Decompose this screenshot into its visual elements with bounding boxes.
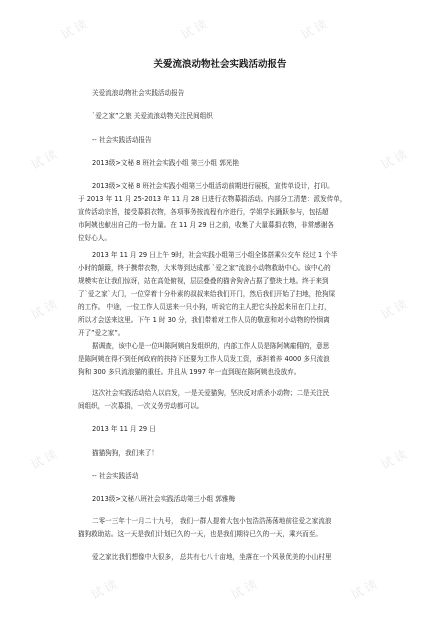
text-line: 间组织，一次募捐，一次义务劳动都可以。 [78,402,204,410]
watermark: 试读 [378,295,412,323]
text-line: 小时的颠簸，终于携带衣物，大米等到达成都 `爱之家”流浪小动物救助中心。该中心的 [78,264,331,272]
section-heading: -- 社会实践活动报告 [92,136,152,144]
watermark: 试读 [28,445,62,473]
text-line: 开了”爱之家”。 [78,329,125,337]
text-line: 所以才会送来这里。下午 1 时 30 分，我们带着对工作人员的敬意和对小动物的怜悯离 [78,316,330,324]
paragraph-4 [78,387,363,413]
paragraph-3 [78,340,363,379]
watermark: 试读 [178,15,212,43]
watermark: 试读 [378,445,412,473]
text-line: 了`爱之家`大门，一位穿着十分朴素的叔叔来给我们开门，然后我们开始了扫地，抢狗屎 [78,290,336,298]
exclaim-line: 猫猫狗狗，我们来了！ [92,449,158,457]
author-line: 2013级>文秘八班社会实践活动第三小组 郭雅梅 [92,495,236,503]
watermark: 试读 [378,145,412,173]
text-line: 的工作。 中途，一位工作人员送来一只小狗，听说它的主人把它头拴起来吊在门上打， [78,303,331,311]
text-line: 2013级>文秘 8 班社会实践小组第三小组活动前期进行展板，宣传单设计，打印。 [92,182,334,190]
watermark: 试读 [28,295,62,323]
paragraph-6 [78,551,363,564]
paragraph-5 [78,515,363,541]
section-heading: -- 社会实践活动 [92,472,139,480]
date-line: 2013 年 11 月 29 日 [92,425,156,433]
author-line: 2013级>文秘 8 班社会实践小组 第三小组 郭光艳 [92,159,239,167]
watermark: 试读 [298,15,332,43]
text-line: 猫狗救助站。这一天是我们计划已久的一天，也是我们期待已久的一天，乘兴而至。 [78,530,322,538]
text-line: 宣传活动宗旨，接受募捐衣物，各项事务按流程有序进行，学姐学长踊跃参与，包括超 [78,208,329,216]
org-line: `爱之家”之旅 关爱流浪动物关注民间组织 [92,112,213,120]
text-line: 狗和 300 多只流浪猫的重任。并且从 1997 年一直到现在陈阿姨也没放弃。 [78,368,301,376]
text-line: 二零一三年十一月二十九号， 我们一群人提着大包小包浩浩荡荡地前往爱之家流浪 [92,517,332,525]
text-line: 是陈阿姨在得不到任何政府的扶持下还要为工作人员发工资，承担着养 4000 多只流浪 [78,355,330,363]
text-line: 市阿姨也献出自己的一份力量。在 11 月 29 日之前，收集了大量募捐衣物，非常感谢各 [78,221,334,229]
text-line: 据调查，该中心是一位叫陈阿姨自发组织的，内部工作人员是陈阿姨雇佣的，意思 [92,342,330,350]
document-title: 关爱流浪动物社会实践活动报告 [153,59,287,70]
watermark: 试读 [88,575,122,603]
text-line: 规模实在让我们惊讶，站在高处俯视，层层叠叠的猫舍狗舍占据了整块土地。终于来到 [78,277,329,285]
text-line: 于 2013 年 11 月 25-2013 年 11 月 28 日进行衣物募捐活动。内部分工清楚：派发传单， [78,195,347,203]
watermark: 试读 [58,15,92,43]
paragraph-1 [78,180,363,245]
watermark: 试读 [228,575,262,603]
watermark: 试读 [348,575,382,603]
text-line: 爱之家比我们想像中大很多， 总共有七八十亩地，坐落在一个风景优美的小山村里 [92,553,332,561]
text-line: 2013 年 11 月 29 日上午 9时，社会实践小组第三小组全体搭乘公交车 经过 1 个半 [92,251,338,259]
text-line: 这次社会实践活动给人以启发，一是关爱猫狗，坚决反对虐杀小动物；二是关注民 [92,389,330,397]
document-subtitle: 关爱流浪动物社会实践活动报告 [92,89,185,97]
watermark: 试读 [28,145,62,173]
text-line: 位好心人。 [78,234,111,242]
paragraph-2 [78,249,363,340]
